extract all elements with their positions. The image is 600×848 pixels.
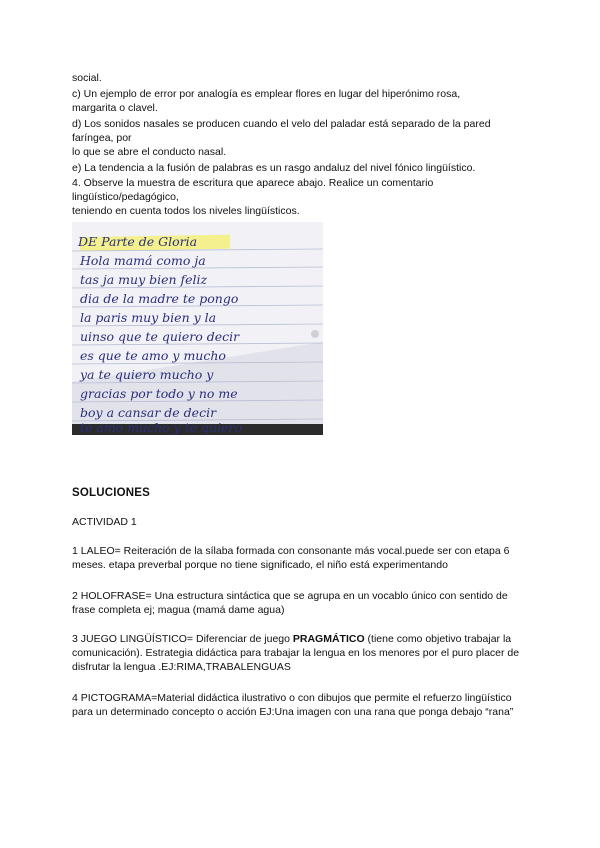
handwriting-line: la paris muy bien y la [80, 310, 217, 325]
handwriting-line: gracias por todo y no me [80, 386, 238, 401]
solution-item-juego-linguistico [72, 632, 532, 674]
text-line: social. [72, 72, 102, 84]
handwriting-line: te amo mucho y te quiero [80, 420, 243, 435]
text-line: lo que se abre el conducto nasal. [72, 146, 227, 158]
activity-title: ACTIVIDAD 1 [72, 516, 137, 528]
item3-text: 3 JUEGO LINGÜÍSTICO= Diferenciar de juego [72, 633, 293, 645]
text-line: 4. Observe la muestra de escritura que aparece abajo. Realice un comentario [72, 177, 434, 189]
solution-item-holofrase: 2 HOLOFRASE= Una estructura sintáctica que se agrupa en un vocablo único con sentido de frase completa ej; magua (mamá dame agua) [72, 590, 508, 616]
handwriting-sample-image [72, 222, 323, 435]
item3-bold-term: PRAGMÁTICO [292, 633, 365, 645]
text-line: teniendo en cuenta todos los niveles lingüísticos. [72, 205, 300, 217]
text-line: d) Los sonidos nasales se producen cuando el velo del paladar está separado de la pared [72, 118, 491, 130]
handwriting-line: ya te quiero mucho y [80, 367, 214, 382]
text-line: c) Un ejemplo de error por analogía es emplear flores en lugar del hiperónimo rosa, [72, 88, 461, 100]
solution-item-pictograma: 4 PICTOGRAMA=Material didáctica ilustrativo o con dibujos que permite el refuerzo lingüístico para un determinado concepto o acción EJ:Una imagen con una rana que ponga debajo “rana” [72, 692, 514, 718]
handwriting-line: tas ja muy bien feliz [80, 272, 208, 287]
item3-text-cont: (tiene como objetivo trabajar la comunicación). Estrategia didáctica para trabajar la lengua en los menores por el puro placer de disfrutar la lengua .EJ:RIMA,TRABALENGUAS [72, 633, 520, 673]
text-line: e) La tendencia a la fusión de palabras es un rasgo andaluz del nivel fónico lingüístico. [72, 162, 476, 174]
solutions-heading: SOLUCIONES [72, 487, 151, 499]
handwriting-line: boy a cansar de decir [80, 405, 217, 420]
text-line: margarita o clavel. [72, 102, 158, 114]
handwriting-line: dia de la madre te pongo [80, 291, 239, 306]
handwriting-line: DE Parte de Gloria [78, 234, 198, 249]
text-line: lingüístico/pedagógico, [72, 191, 179, 203]
handwriting-line: Hola mamá como ja [80, 253, 206, 268]
solution-item-laleo: 1 LALEO= Reiteración de la sílaba formada con consonante más vocal.puede ser con etapa 6 meses. etapa preverbal porque no tiene significado, el niño está experimentando [72, 545, 510, 571]
handwriting-line: es que te amo y mucho [80, 348, 226, 363]
text-line: faríngea, por [72, 132, 132, 144]
handwriting-line: uinso que te quiero decir [80, 329, 240, 344]
